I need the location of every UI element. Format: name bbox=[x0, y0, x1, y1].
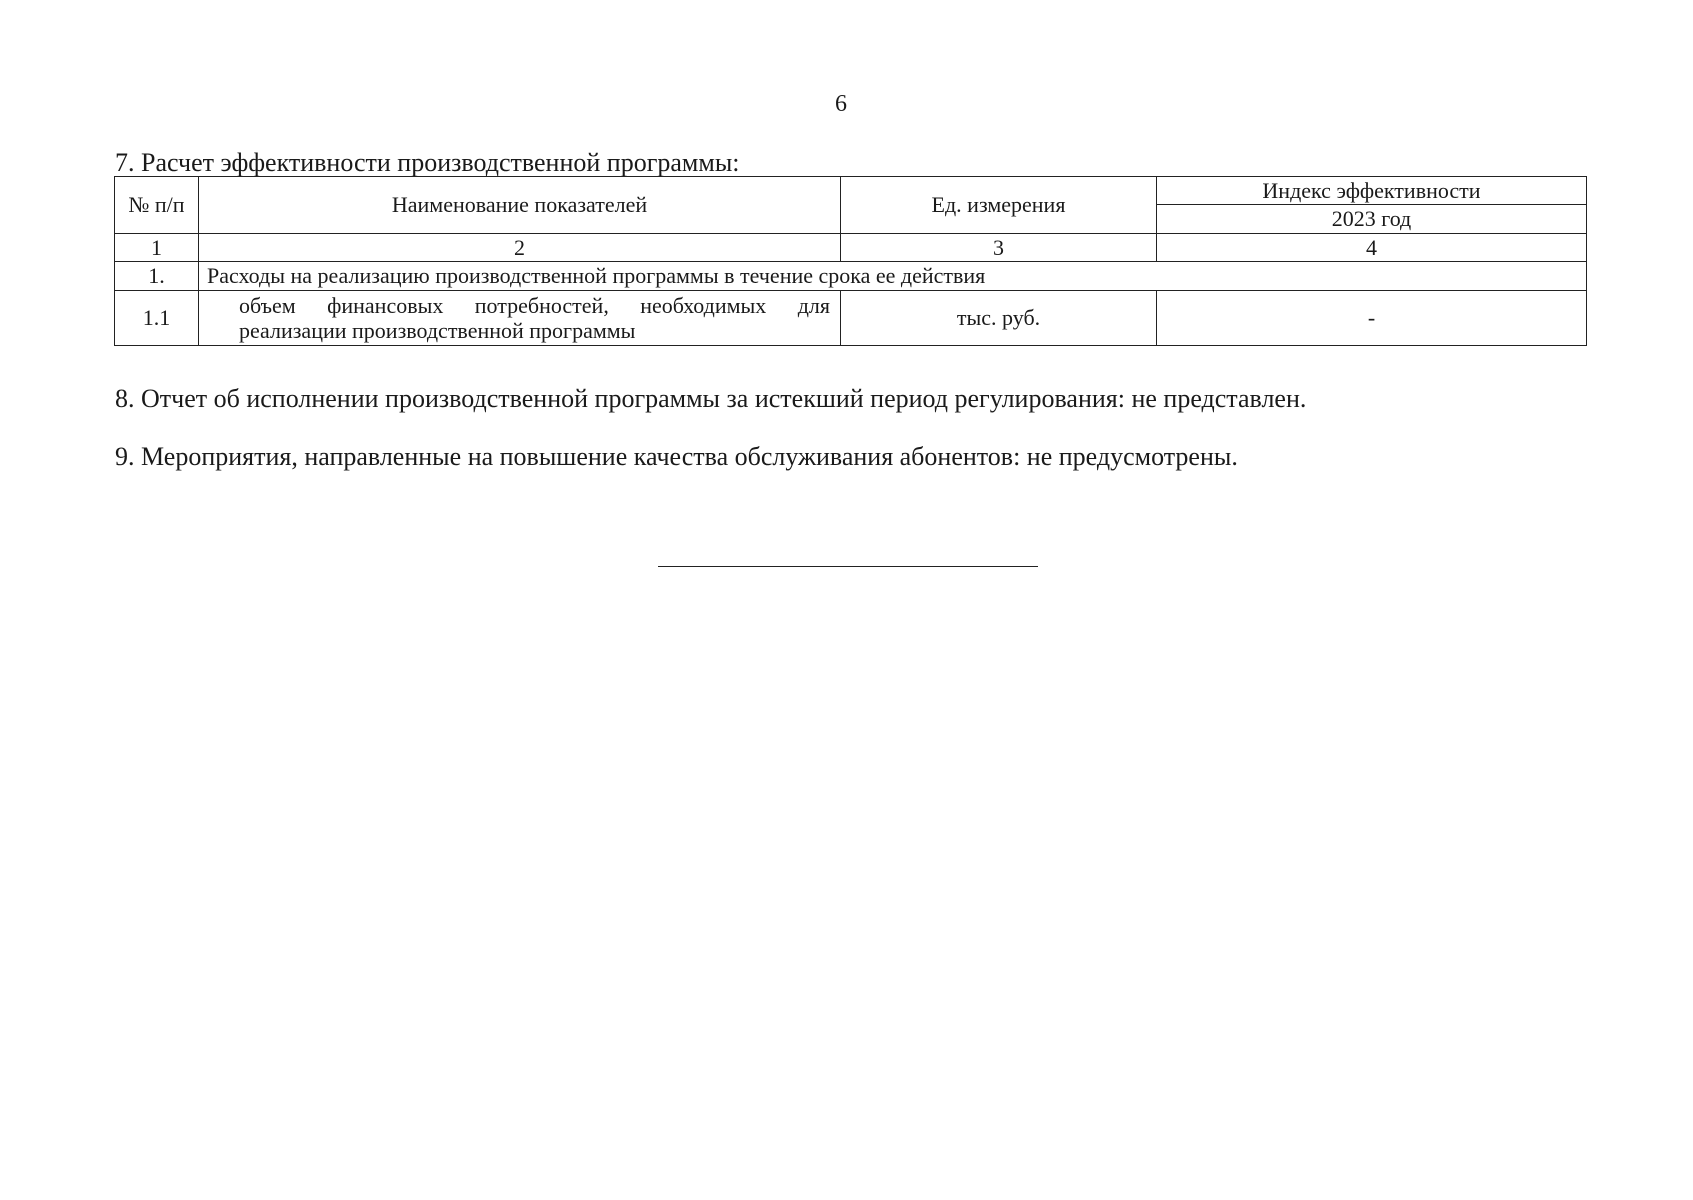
header-year: 2023 год bbox=[1157, 205, 1587, 234]
row-value: - bbox=[1157, 291, 1587, 346]
col-number: 3 bbox=[841, 234, 1157, 262]
header-unit: Ед. измерения bbox=[841, 177, 1157, 234]
end-rule bbox=[658, 566, 1038, 567]
header-index: Индекс эффективности bbox=[1157, 177, 1587, 205]
group-row-title: Расходы на реализацию производственной программы в течение срока ее действия bbox=[199, 262, 1587, 291]
section-7-heading: 7. Расчет эффективности производственной программы: bbox=[115, 148, 740, 177]
col-number: 1 bbox=[115, 234, 199, 262]
row-num: 1.1 bbox=[115, 291, 199, 346]
section-8-paragraph: 8. Отчет об исполнении производственной программы за истекший период регулирования: не представлен. bbox=[115, 384, 1307, 413]
page-number: 6 bbox=[835, 91, 847, 117]
efficiency-table bbox=[114, 176, 1587, 346]
group-row-num: 1. bbox=[115, 262, 199, 291]
row-name: объем финансовых потребностей, необходимых для реализации производственной программы bbox=[199, 291, 841, 346]
column-number-row bbox=[115, 234, 1587, 262]
row-unit: тыс. руб. bbox=[841, 291, 1157, 346]
section-9-paragraph: 9. Мероприятия, направленные на повышение качества обслуживания абонентов: не предусмотрены. bbox=[115, 442, 1238, 471]
col-number: 4 bbox=[1157, 234, 1587, 262]
col-number: 2 bbox=[199, 234, 841, 262]
header-name: Наименование показателей bbox=[199, 177, 841, 234]
table-row bbox=[115, 291, 1587, 346]
group-row bbox=[115, 262, 1587, 291]
header-num: № п/п bbox=[115, 177, 199, 234]
